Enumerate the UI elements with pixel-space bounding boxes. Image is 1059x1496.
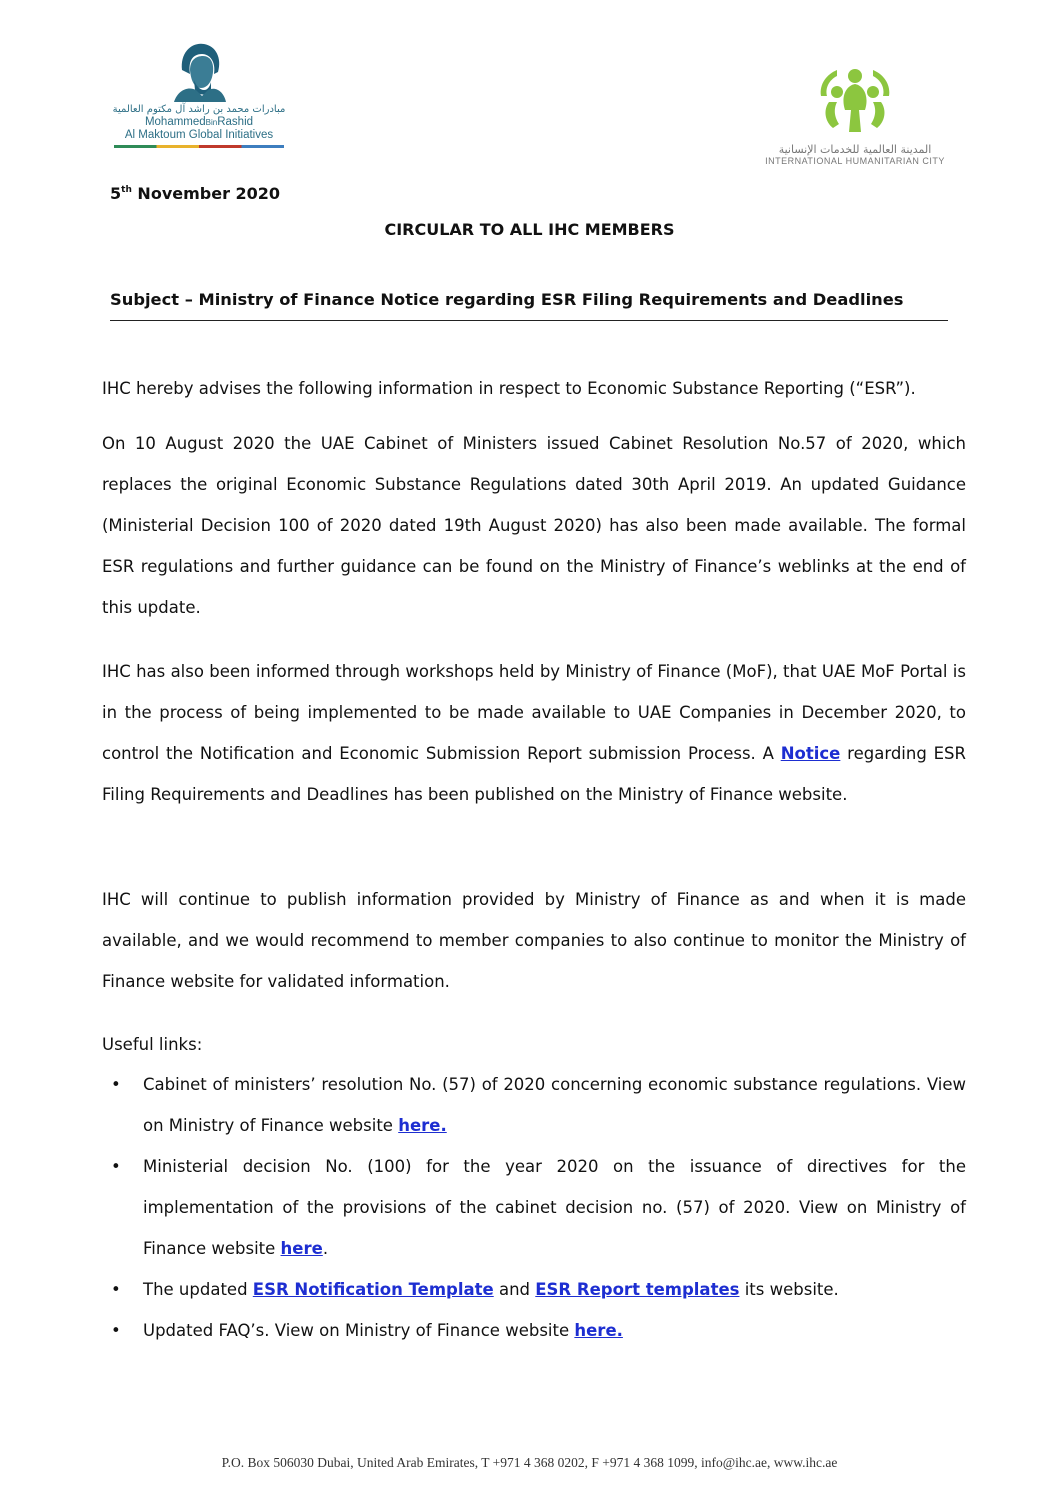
subject-line: Subject – Ministry of Finance Notice regarding ESR Filing Requirements and Deadlines [110,290,904,309]
mbr-color-bar [114,145,284,148]
list-item [102,1310,966,1351]
ihc-figures-icon [815,62,895,142]
cabinet-resolution-link[interactable]: here. [398,1116,447,1135]
mbr-name-part: Mohammed [144,116,206,128]
list-item-text: its website. [739,1280,839,1299]
mbr-name-part: Bin [205,118,218,127]
bullet-icon: • [111,1075,121,1094]
list-item [102,1269,966,1310]
date-day: 5 [110,184,122,203]
list-item-text: Cabinet of ministers’ resolution No. (57) of 2020 concerning economic substance regulations. View on Ministry of Finance website [143,1075,966,1135]
subject-underline [110,320,948,321]
list-item-text: and [493,1280,536,1299]
list-item [102,1146,966,1269]
mbr-portrait-icon [164,40,234,102]
ministerial-decision-link[interactable]: here [280,1239,323,1258]
mbr-english-name-line2: Al Maktoum Global Initiatives [124,129,274,141]
mbr-english-name-line1 [108,116,290,129]
paragraph-intro: IHC hereby advises the following information in respect to Economic Substance Reporting (“ESR”). [102,379,916,398]
ihc-arabic-name: المدينة العالمية للخدمات الإنسانية [778,143,932,156]
faq-link[interactable]: here. [574,1321,623,1340]
mbr-name-part: Rashid [217,116,254,128]
list-item [102,1064,966,1146]
mbr-arabic-name: مبادرات محمد بن راشد آل مكتوم العالمية [112,104,286,115]
list-item-text: Ministerial decision No. (100) for the year 2020 on the issuance of directives for the implementation of the provisions of the cabinet decision no. (57) of 2020. View on Ministry of Finance website [143,1157,966,1258]
bullet-icon: • [111,1157,121,1176]
list-item-text: . [322,1239,329,1258]
paragraph-continue-publish: IHC will continue to publish information provided by Ministry of Finance as and when it is made available, and we would recommend to member companies to also continue to monitor the Ministry of Finance website for validated information. [102,890,966,991]
useful-links-list [102,1064,966,1351]
paragraph-cabinet-resolution: On 10 August 2020 the UAE Cabinet of Ministers issued Cabinet Resolution No.57 of 2020, which replaces the original Economic Substance Regulations dated 30th April 2019. An updated Guidance (Ministerial Decision 100 of 2020 dated 19th August 2020) has also been made available. The formal ESR regulations and further guidance can be found on the Ministry of Finance’s weblinks at the end of this update. [102,434,966,617]
esr-report-templates-link[interactable]: ESR Report templates [535,1280,740,1299]
list-item-text: The updated [143,1280,253,1299]
paragraph-text: regarding ESR Filing Requirements and Deadlines has been published on the Ministry of Finance website. [102,744,966,804]
list-item-text: Updated FAQ’s. View on Ministry of Finance website [143,1321,575,1340]
circular-title: CIRCULAR TO ALL IHC MEMBERS [384,220,675,239]
useful-links-label: Useful links: [102,1035,203,1054]
paragraph-mof-portal [102,651,966,815]
mbr-global-initiatives-logo [108,40,290,160]
bullet-icon: • [111,1280,121,1299]
bullet-icon: • [111,1321,121,1340]
footer-contact: P.O. Box 506030 Dubai, United Arab Emirates, T +971 4 368 0202, F +971 4 368 1099, info@ihc.ae, www.ihc.ae [221,1455,838,1470]
ihc-logo [755,62,955,172]
circular-date [110,184,280,203]
date-suffix: th [121,185,132,195]
notice-link[interactable]: Notice [780,744,841,763]
paragraph-text: IHC has also been informed through workshops held by Ministry of Finance (MoF), that UAE MoF Portal is in the process of being implemented to be made available to UAE Companies in December 2020, to control the Notification and Economic Submission Report submission Process. A [102,662,966,763]
ihc-english-name: INTERNATIONAL HUMANITARIAN CITY [765,156,945,166]
esr-notification-template-link[interactable]: ESR Notification Template [252,1280,494,1299]
date-rest: November 2020 [131,184,281,203]
